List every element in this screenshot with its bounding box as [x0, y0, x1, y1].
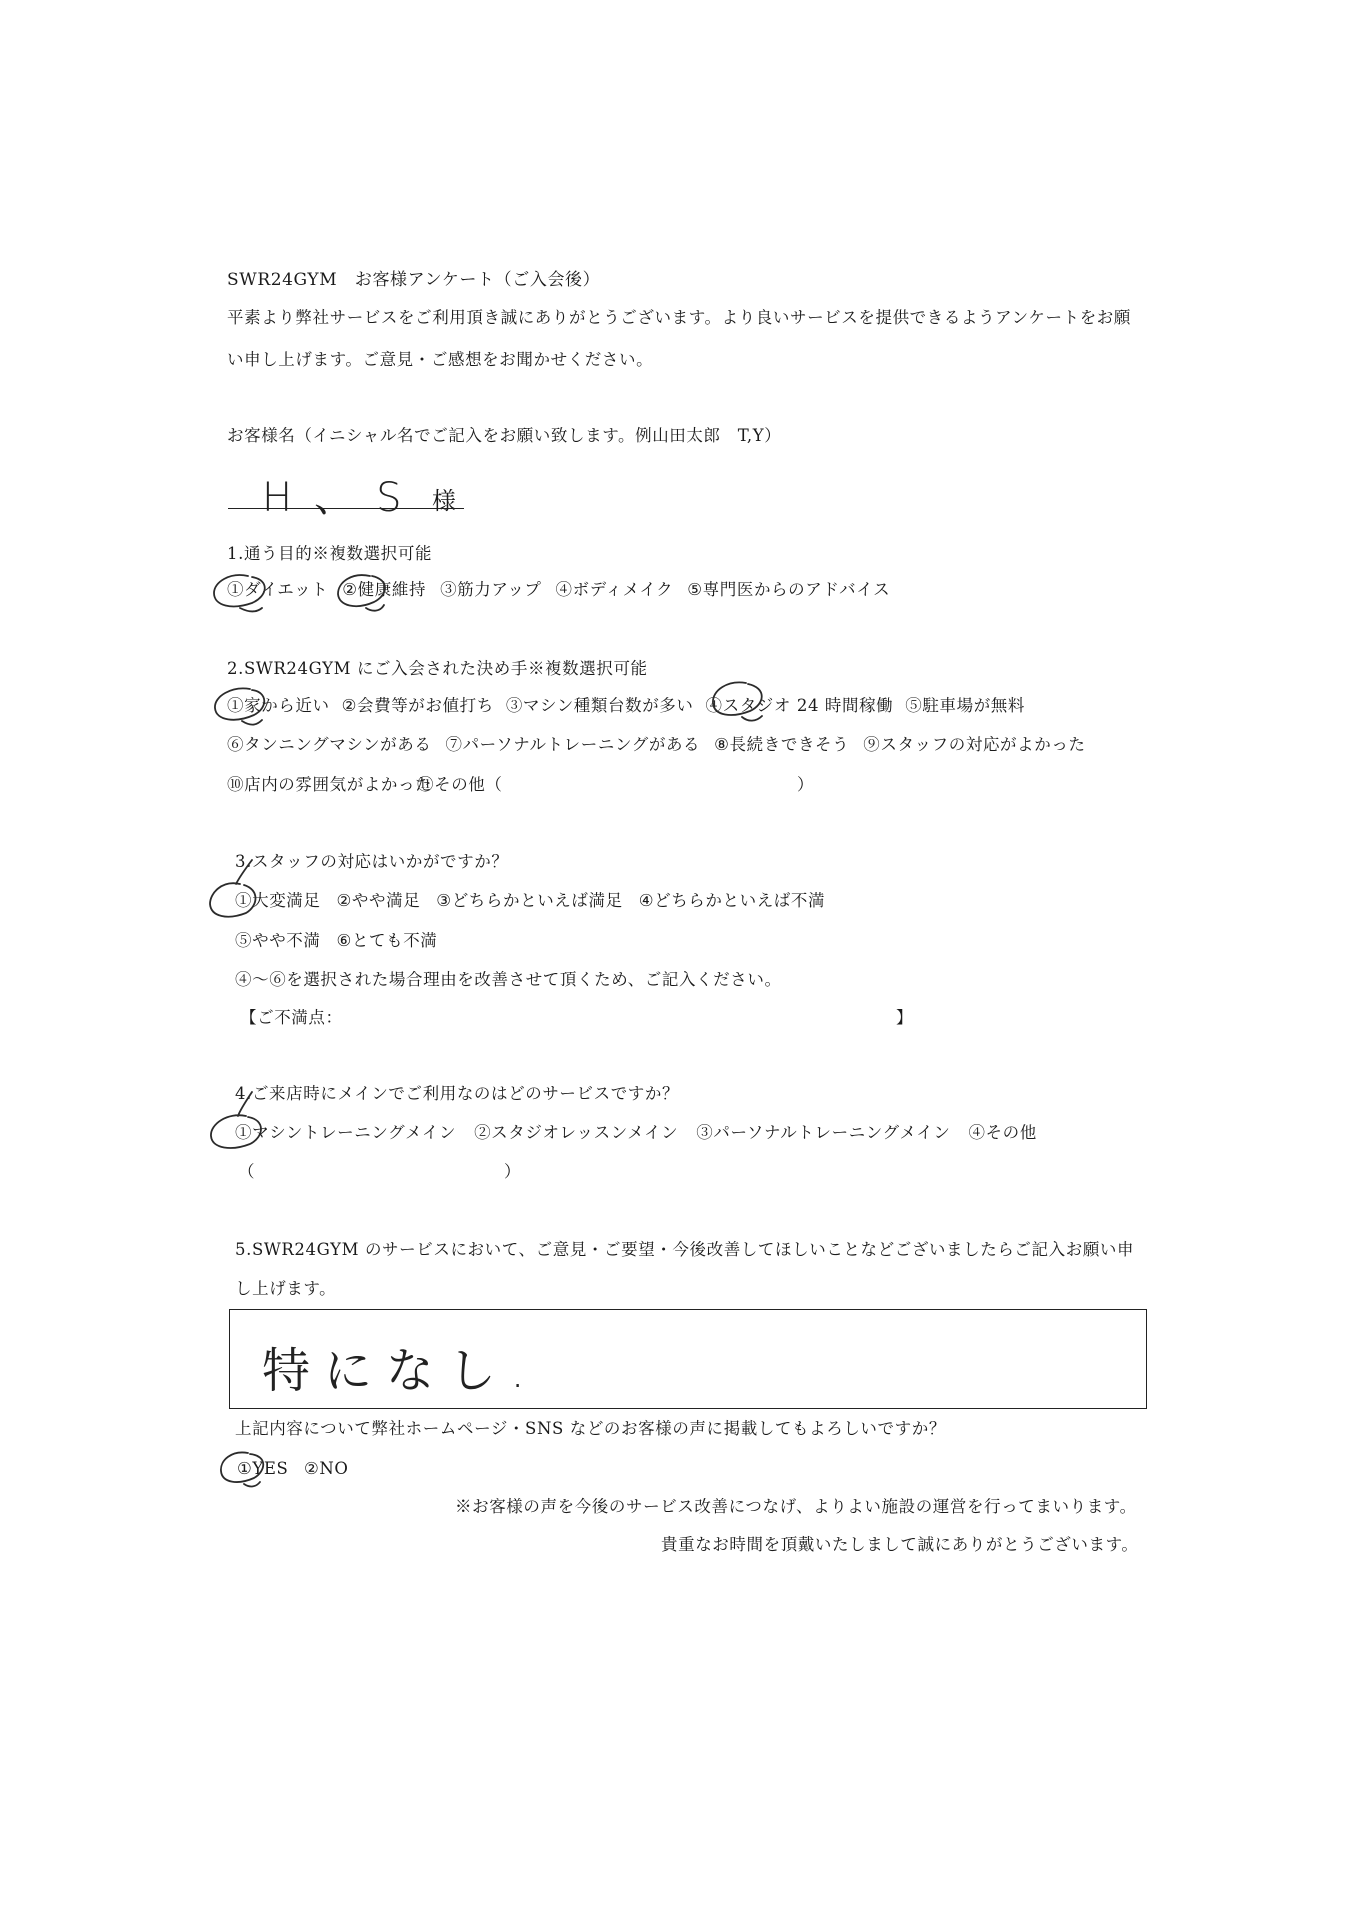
footer-note: ※お客様の声を今後のサービス改善につなげ、よりよい施設の運営を行ってまいります。 [455, 1497, 1137, 1516]
q2-option-1[interactable]: ①家から近い [227, 696, 330, 715]
q1-option-4[interactable]: ④ボディメイク [555, 580, 674, 599]
q1-options [227, 578, 890, 602]
publish-question: 上記内容について弊社ホームページ・SNS などのお客様の声に掲載してもよろしいですか？ [235, 1419, 946, 1438]
q2-option-9[interactable]: ⑨スタッフの対応がよかった [863, 735, 1086, 754]
q2-option-6[interactable]: ⑥タンニングマシンがある [227, 735, 432, 754]
q4-other-close: ） [504, 1162, 522, 1181]
publish-option-yes[interactable]: ①YES [237, 1459, 289, 1478]
q5-answer[interactable]: 特になし. [262, 1343, 540, 1399]
q2-option-7[interactable]: ⑦パーソナルトレーニングがある [445, 735, 701, 754]
q3-note: ④～⑥を選択された場合理由を改善させて頂くため、ご記入ください。 [235, 970, 782, 989]
intro-line-2: い申し上げます。ご意見・ご感想をお聞かせください。 [227, 350, 654, 369]
intro-line-1: 平素より弊社サービスをご利用頂き誠にありがとうございます。より良いサービスを提供できるようアンケートをお願 [227, 308, 1131, 327]
q3-option-2[interactable]: ②やや満足 [336, 891, 421, 910]
q1-option-2[interactable]: ②健康維持 [342, 580, 427, 599]
q1-option-1[interactable]: ①ダイエット [227, 580, 329, 599]
customer-name-value[interactable]: H、S [262, 475, 424, 521]
q2-options-row1 [227, 694, 1025, 718]
q5-heading-line-2: し上げます。 [235, 1279, 337, 1298]
q4-heading: 4.ご来店時にメインでご利用なのはどのサービスですか？ [235, 1084, 680, 1103]
q3-option-6[interactable]: ⑥とても不満 [336, 931, 438, 950]
q2-option-8[interactable]: ⑧長続きできそう [714, 735, 850, 754]
q1-heading: 1.通う目的※複数選択可能 [227, 544, 433, 563]
q4-option-1[interactable]: ①マシントレーニングメイン [235, 1123, 457, 1142]
q3-complaint-label: 【ご不満点： [240, 1008, 343, 1027]
q4-option-4[interactable]: ④その他 [968, 1123, 1037, 1142]
q3-options-row2 [235, 929, 437, 953]
q2-heading: 2.SWR24GYM にご入会された決め手※複数選択可能 [227, 659, 648, 678]
q2-other-close: ） [797, 775, 815, 794]
q5-heading-line-1: 5.SWR24GYM のサービスにおいて、ご意見・ご要望・今後改善してほしいことなどございましたらご記入お願い申 [235, 1240, 1135, 1259]
q2-option-10[interactable]: ⑩店内の雰囲気がよかった [227, 775, 433, 794]
q3-option-1[interactable]: ①大変満足 [235, 891, 321, 910]
publish-option-no[interactable]: ②NO [304, 1459, 349, 1478]
q4-option-3[interactable]: ③パーソナルトレーニングメイン [696, 1123, 951, 1142]
q4-other-open: （ [238, 1162, 256, 1181]
survey-title: SWR24GYM お客様アンケート（ご入会後） [227, 270, 601, 290]
q1-option-3[interactable]: ③筋力アップ [440, 580, 542, 599]
customer-name-underline [228, 508, 464, 509]
q2-option-5[interactable]: ⑤駐車場が無料 [905, 696, 1025, 715]
q3-heading: 3.スタッフの対応はいかがですか？ [235, 852, 509, 871]
q3-option-4[interactable]: ④どちらかといえば不満 [638, 891, 826, 910]
q4-option-2[interactable]: ②スタジオレッスンメイン [474, 1123, 679, 1142]
q3-options-row1 [235, 889, 825, 913]
q3-option-5[interactable]: ⑤やや不満 [235, 931, 321, 950]
customer-name-label: お客様名（イニシャル名でご記入をお願い致します。例山田太郎 T,Y） [227, 426, 782, 445]
q2-option-4[interactable]: ④スタジオ 24 時間稼働 [705, 696, 894, 715]
footer-thanks: 貴重なお時間を頂戴いたしまして誠にありがとうございます。 [661, 1535, 1139, 1554]
q1-option-5[interactable]: ⑤専門医からのアドバイス [687, 580, 891, 599]
customer-name-suffix: 様 [432, 487, 457, 515]
q2-options-row2 [227, 733, 1086, 757]
q3-complaint-close: 】 [896, 1008, 914, 1027]
q4-options [235, 1121, 1037, 1145]
q2-option-3[interactable]: ③マシン種類台数が多い [505, 696, 694, 715]
q2-option-11[interactable]: ⑪その他（ [417, 775, 503, 794]
q3-option-3[interactable]: ③どちらかといえば満足 [436, 891, 623, 910]
q2-option-2[interactable]: ②会費等がお値打ち [341, 696, 494, 715]
